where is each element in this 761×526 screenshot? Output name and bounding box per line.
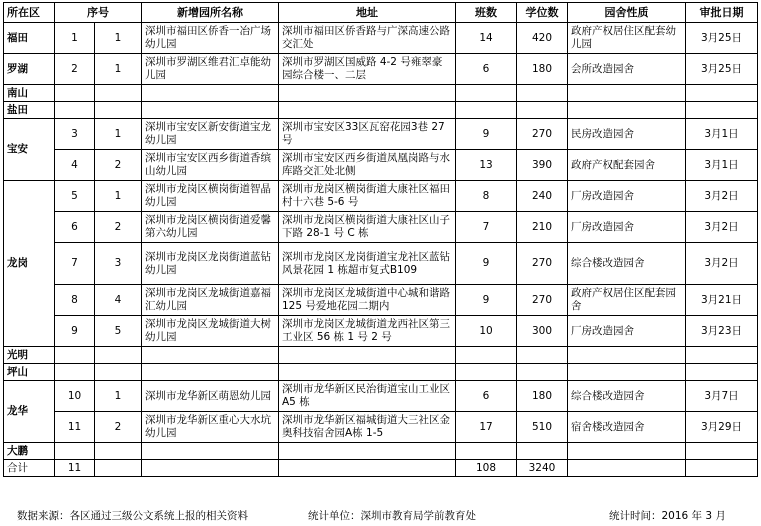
kindergarten-row	[4, 381, 758, 412]
district-empty-row	[4, 347, 758, 364]
classes-cell: 6	[456, 54, 517, 85]
address-cell: 深圳市龙岗区横岗街道大康社区福田村十六巷 5-6 号	[279, 181, 456, 212]
date-cell: 3月2日	[686, 243, 758, 285]
seats-cell: 270	[517, 243, 568, 285]
seats-cell: 420	[517, 23, 568, 54]
name-cell: 深圳市福田区侨香一冶广场幼儿园	[142, 23, 279, 54]
sub-seq-cell: 1	[95, 381, 142, 412]
nature-cell: 综合楼改造园舍	[568, 381, 686, 412]
name-cell: 深圳市龙华新区重心大水坑幼儿园	[142, 412, 279, 443]
seq-cell: 3	[55, 119, 95, 150]
name-cell: 深圳市宝安区西乡街道香缤山幼儿园	[142, 150, 279, 181]
sub-seq-cell: 3	[95, 243, 142, 285]
classes-cell: 9	[456, 119, 517, 150]
nature-cell: 会所改造园舍	[568, 54, 686, 85]
sub-seq-cell: 1	[95, 181, 142, 212]
district-cell: 坪山	[4, 364, 55, 381]
district-cell: 龙华	[4, 381, 55, 443]
address-cell: 深圳市龙岗区龙城街道中心城和谐路 125 号爱地花园二期内	[279, 285, 456, 316]
district-cell: 盐田	[4, 102, 55, 119]
sub-seq-cell: 2	[95, 412, 142, 443]
seats-cell: 390	[517, 150, 568, 181]
kindergarten-row	[4, 181, 758, 212]
district-cell: 大鹏	[4, 443, 55, 460]
district-cell: 福田	[4, 23, 55, 54]
kindergarten-row	[4, 150, 758, 181]
seq-cell: 10	[55, 381, 95, 412]
date-cell: 3月2日	[686, 181, 758, 212]
classes-cell: 14	[456, 23, 517, 54]
district-empty-row	[4, 364, 758, 381]
address-cell: 深圳市龙华新区民治街道宝山工业区 A5 栋	[279, 381, 456, 412]
kindergarten-approval-table	[3, 2, 758, 477]
sub-seq-cell: 1	[95, 54, 142, 85]
sub-seq-cell: 5	[95, 316, 142, 347]
date-cell: 3月29日	[686, 412, 758, 443]
kindergarten-row	[4, 316, 758, 347]
seats-cell: 270	[517, 119, 568, 150]
seq-cell: 6	[55, 212, 95, 243]
kindergarten-row	[4, 212, 758, 243]
address-cell: 深圳市福田区侨香路与广深高速公路交汇处	[279, 23, 456, 54]
seq-cell: 7	[55, 243, 95, 285]
date-cell: 3月1日	[686, 119, 758, 150]
date-cell: 3月1日	[686, 150, 758, 181]
name-cell: 深圳市宝安区新安街道宝龙幼儿园	[142, 119, 279, 150]
header-classes: 班数	[456, 3, 517, 23]
classes-cell: 8	[456, 181, 517, 212]
seq-cell: 9	[55, 316, 95, 347]
nature-cell: 综合楼改造园舍	[568, 243, 686, 285]
header-address: 地址	[279, 3, 456, 23]
seq-cell: 2	[55, 54, 95, 85]
seats-cell: 180	[517, 54, 568, 85]
header-row	[4, 3, 758, 23]
nature-cell: 宿舍楼改造园舍	[568, 412, 686, 443]
name-cell: 深圳市龙岗区龙城街道嘉福汇幼儿园	[142, 285, 279, 316]
kindergarten-row	[4, 54, 758, 85]
seq-cell: 4	[55, 150, 95, 181]
address-cell: 深圳市宝安区西乡街道凤凰岗路与水库路交汇处北侧	[279, 150, 456, 181]
seq-cell: 1	[55, 23, 95, 54]
seats-cell: 510	[517, 412, 568, 443]
date-cell: 3月7日	[686, 381, 758, 412]
date-cell: 3月21日	[686, 285, 758, 316]
nature-cell: 厂房改造园舍	[568, 181, 686, 212]
name-cell: 深圳市龙岗区龙城街道大树幼儿园	[142, 316, 279, 347]
address-cell: 深圳市罗湖区国威路 4-2 号雍翠豪园综合楼一、二层	[279, 54, 456, 85]
nature-cell: 厂房改造园舍	[568, 212, 686, 243]
district-cell: 南山	[4, 85, 55, 102]
footer	[3, 508, 757, 524]
classes-cell: 9	[456, 243, 517, 285]
address-cell: 深圳市龙华新区福城街道大三社区金奥科技宿舍园A栋 1-5	[279, 412, 456, 443]
name-cell: 深圳市罗湖区维君汇卓能幼儿园	[142, 54, 279, 85]
kindergarten-row	[4, 119, 758, 150]
nature-cell: 政府产权居住区配套幼儿园	[568, 23, 686, 54]
nature-cell: 政府产权居住区配套园舍	[568, 285, 686, 316]
seq-cell: 5	[55, 181, 95, 212]
header-date: 审批日期	[686, 3, 758, 23]
district-cell: 罗湖	[4, 54, 55, 85]
footer-time: 统计时间：2016 年 3 月	[609, 510, 726, 522]
address-cell: 深圳市龙岗区横岗街道大康社区山子下路 28-1 号 C 栋	[279, 212, 456, 243]
sub-seq-cell: 1	[95, 119, 142, 150]
total-seats: 3240	[517, 460, 568, 477]
address-cell: 深圳市宝安区33区瓦窑花园3巷 27 号	[279, 119, 456, 150]
footer-unit: 统计单位：深圳市教育局学前教育处	[308, 510, 476, 522]
nature-cell: 民房改造园舍	[568, 119, 686, 150]
total-classes: 108	[456, 460, 517, 477]
district-cell: 光明	[4, 347, 55, 364]
header-seats: 学位数	[517, 3, 568, 23]
total-label: 合计	[4, 460, 55, 477]
seats-cell: 300	[517, 316, 568, 347]
classes-cell: 10	[456, 316, 517, 347]
sub-seq-cell: 2	[95, 212, 142, 243]
total-row	[4, 460, 758, 477]
footer-source: 数据来源：各区通过三级公文系统上报的相关资料	[17, 510, 248, 522]
name-cell: 深圳市龙岗区横岗街道智晶幼儿园	[142, 181, 279, 212]
date-cell: 3月23日	[686, 316, 758, 347]
seq-cell: 8	[55, 285, 95, 316]
kindergarten-row	[4, 285, 758, 316]
classes-cell: 17	[456, 412, 517, 443]
classes-cell: 6	[456, 381, 517, 412]
kindergarten-row	[4, 23, 758, 54]
name-cell: 深圳市龙华新区萌恩幼儿园	[142, 381, 279, 412]
seats-cell: 240	[517, 181, 568, 212]
name-cell: 深圳市龙岗区横岗街道爱馨第六幼儿园	[142, 212, 279, 243]
seq-cell: 11	[55, 412, 95, 443]
name-cell: 深圳市龙岗区龙岗街道蓝钻幼儿园	[142, 243, 279, 285]
table-body	[4, 23, 758, 460]
classes-cell: 7	[456, 212, 517, 243]
district-cell: 龙岗	[4, 181, 55, 347]
district-empty-row	[4, 85, 758, 102]
seats-cell: 180	[517, 381, 568, 412]
nature-cell: 厂房改造园舍	[568, 316, 686, 347]
sub-seq-cell: 4	[95, 285, 142, 316]
address-cell: 深圳市龙岗区龙岗街道宝龙社区蓝钻风景花园 1 栋超市复式B109	[279, 243, 456, 285]
date-cell: 3月25日	[686, 23, 758, 54]
header-name: 新增园所名称	[142, 3, 279, 23]
sub-seq-cell: 1	[95, 23, 142, 54]
date-cell: 3月25日	[686, 54, 758, 85]
classes-cell: 9	[456, 285, 517, 316]
nature-cell: 政府产权配套园舍	[568, 150, 686, 181]
header-nature: 园舍性质	[568, 3, 686, 23]
district-cell: 宝安	[4, 119, 55, 181]
date-cell: 3月2日	[686, 212, 758, 243]
seats-cell: 210	[517, 212, 568, 243]
sub-seq-cell: 2	[95, 150, 142, 181]
district-empty-row	[4, 102, 758, 119]
kindergarten-row	[4, 243, 758, 285]
classes-cell: 13	[456, 150, 517, 181]
header-district: 所在区	[4, 3, 55, 23]
district-empty-row	[4, 443, 758, 460]
seats-cell: 270	[517, 285, 568, 316]
header-seq: 序号	[55, 3, 142, 23]
address-cell: 深圳市龙岗区龙城街道龙西社区第三工业区 56 栋 1 号 2 号	[279, 316, 456, 347]
total-count: 11	[55, 460, 95, 477]
kindergarten-row	[4, 412, 758, 443]
